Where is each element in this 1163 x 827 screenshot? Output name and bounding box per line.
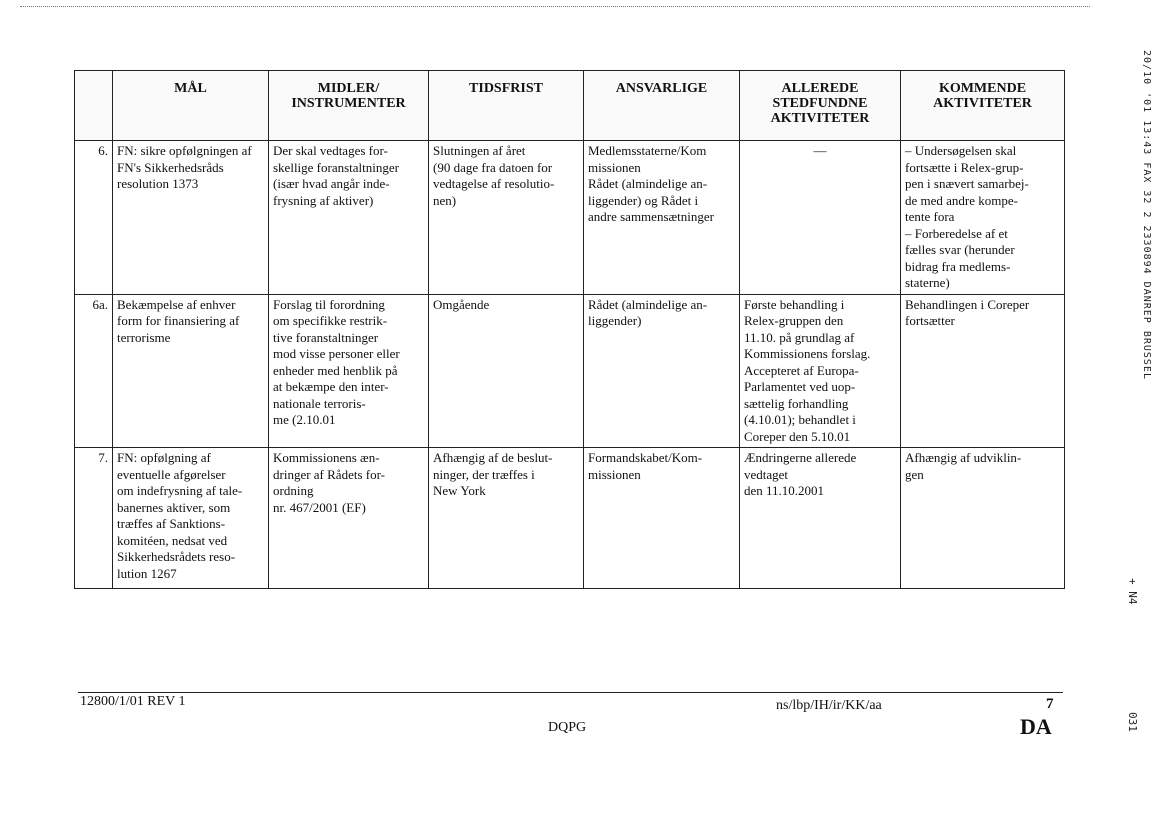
- document-reference: 12800/1/01 REV 1: [80, 694, 186, 709]
- cell-kommende: Afhængig af udviklin- gen: [901, 448, 1065, 589]
- cell-ansvarlige: Medlemsstaterne/Kom missionen Rådet (almindelige an- liggender) og Rådet i andre sammensætninger: [584, 141, 740, 295]
- cell-allerede: Ændringerne allerede vedtaget den 11.10.2001: [740, 448, 901, 589]
- cell-tidsfrist: Afhængig af de beslut- ninger, der træffes i New York: [429, 448, 584, 589]
- table-header-row: [75, 71, 1065, 141]
- table-row: [75, 448, 1065, 589]
- header-midler: MIDLER/ INSTRUMENTER: [269, 71, 429, 141]
- footer-rule: [78, 692, 1063, 693]
- cell-allerede: —: [740, 141, 901, 295]
- table-row: [75, 294, 1065, 448]
- cell-midler: Kommissionens æn- dringer af Rådets for- ordning nr. 467/2001 (EF): [269, 448, 429, 589]
- cell-kommende: Behandlingen i Coreper fortsætter: [901, 294, 1065, 448]
- cell-allerede: Første behandling i Relex-gruppen den 11.10. på grundlag af Kommissionens forslag. Accepteret af Europa- Parlamentet ved uop- sættelig forhandling (4.10.01); behandlet i Coreper den 5.10.01: [740, 294, 901, 448]
- cell-tidsfrist: Omgående: [429, 294, 584, 448]
- fax-bottom-text: + N4: [1126, 578, 1139, 605]
- cell-kommende: – Undersøgelsen skal fortsætte i Relex-grup- pen i snævert samarbej- de med andre kompe- tente fora – Forberedelse af et fælles svar (herunder bidrag fra medlems- staterne): [901, 141, 1065, 295]
- cell-maal: Bekæmpelse af enhver form for finansiering af terrorisme: [113, 294, 269, 448]
- row-number: 6.: [75, 141, 113, 295]
- author-initials: ns/lbp/IH/ir/KK/aa: [776, 698, 882, 713]
- cell-tidsfrist: Slutningen af året (90 dage fra datoen for vedtagelse af resolutio- nen): [429, 141, 584, 295]
- table-row: [75, 141, 1065, 295]
- cell-maal: FN: sikre opfølgningen af FN's Sikkerhedsråds resolution 1373: [113, 141, 269, 295]
- language-code: DA: [1020, 714, 1052, 739]
- activity-table: [74, 70, 1065, 589]
- cell-ansvarlige: Rådet (almindelige an- liggender): [584, 294, 740, 448]
- department-code: DQPG: [548, 720, 587, 735]
- header-maal: MÅL: [113, 71, 269, 141]
- header-ansvarlige: ANSVARLIGE: [584, 71, 740, 141]
- header-kommende: KOMMENDE AKTIVITETER: [901, 71, 1065, 141]
- cell-midler: Forslag til forordning om specifikke restrik- tive foranstaltninger mod visse personer eller enheder med henblik på at bekæmpe den inter- nationale terroris- me (2.10.01: [269, 294, 429, 448]
- cell-midler: Der skal vedtages for- skellige foranstaltninger (især hvad angår inde- frysning af aktiver): [269, 141, 429, 295]
- page-number: 7: [1046, 696, 1054, 712]
- cell-ansvarlige: Formandskabet/Kom- missionen: [584, 448, 740, 589]
- header-num: [75, 71, 113, 141]
- header-tidsfrist: TIDSFRIST: [429, 71, 584, 141]
- row-number: 7.: [75, 448, 113, 589]
- cell-maal: FN: opfølgning af eventuelle afgørelser om indefrysning af tale- banernes aktiver, som træffes af Sanktions- komitéen, nedsat ved Sikkerhedsrådets reso- lution 1267: [113, 448, 269, 589]
- row-number: 6a.: [75, 294, 113, 448]
- fax-top-rule: [20, 6, 1090, 7]
- fax-page-number: 031: [1126, 712, 1139, 732]
- header-allerede: ALLEREDE STEDFUNDNE AKTIVITETER: [740, 71, 901, 141]
- fax-header-text: 20/10 '01 13:43 FAX 32 2 2330894 DANREP BRUSSEL: [1141, 50, 1152, 380]
